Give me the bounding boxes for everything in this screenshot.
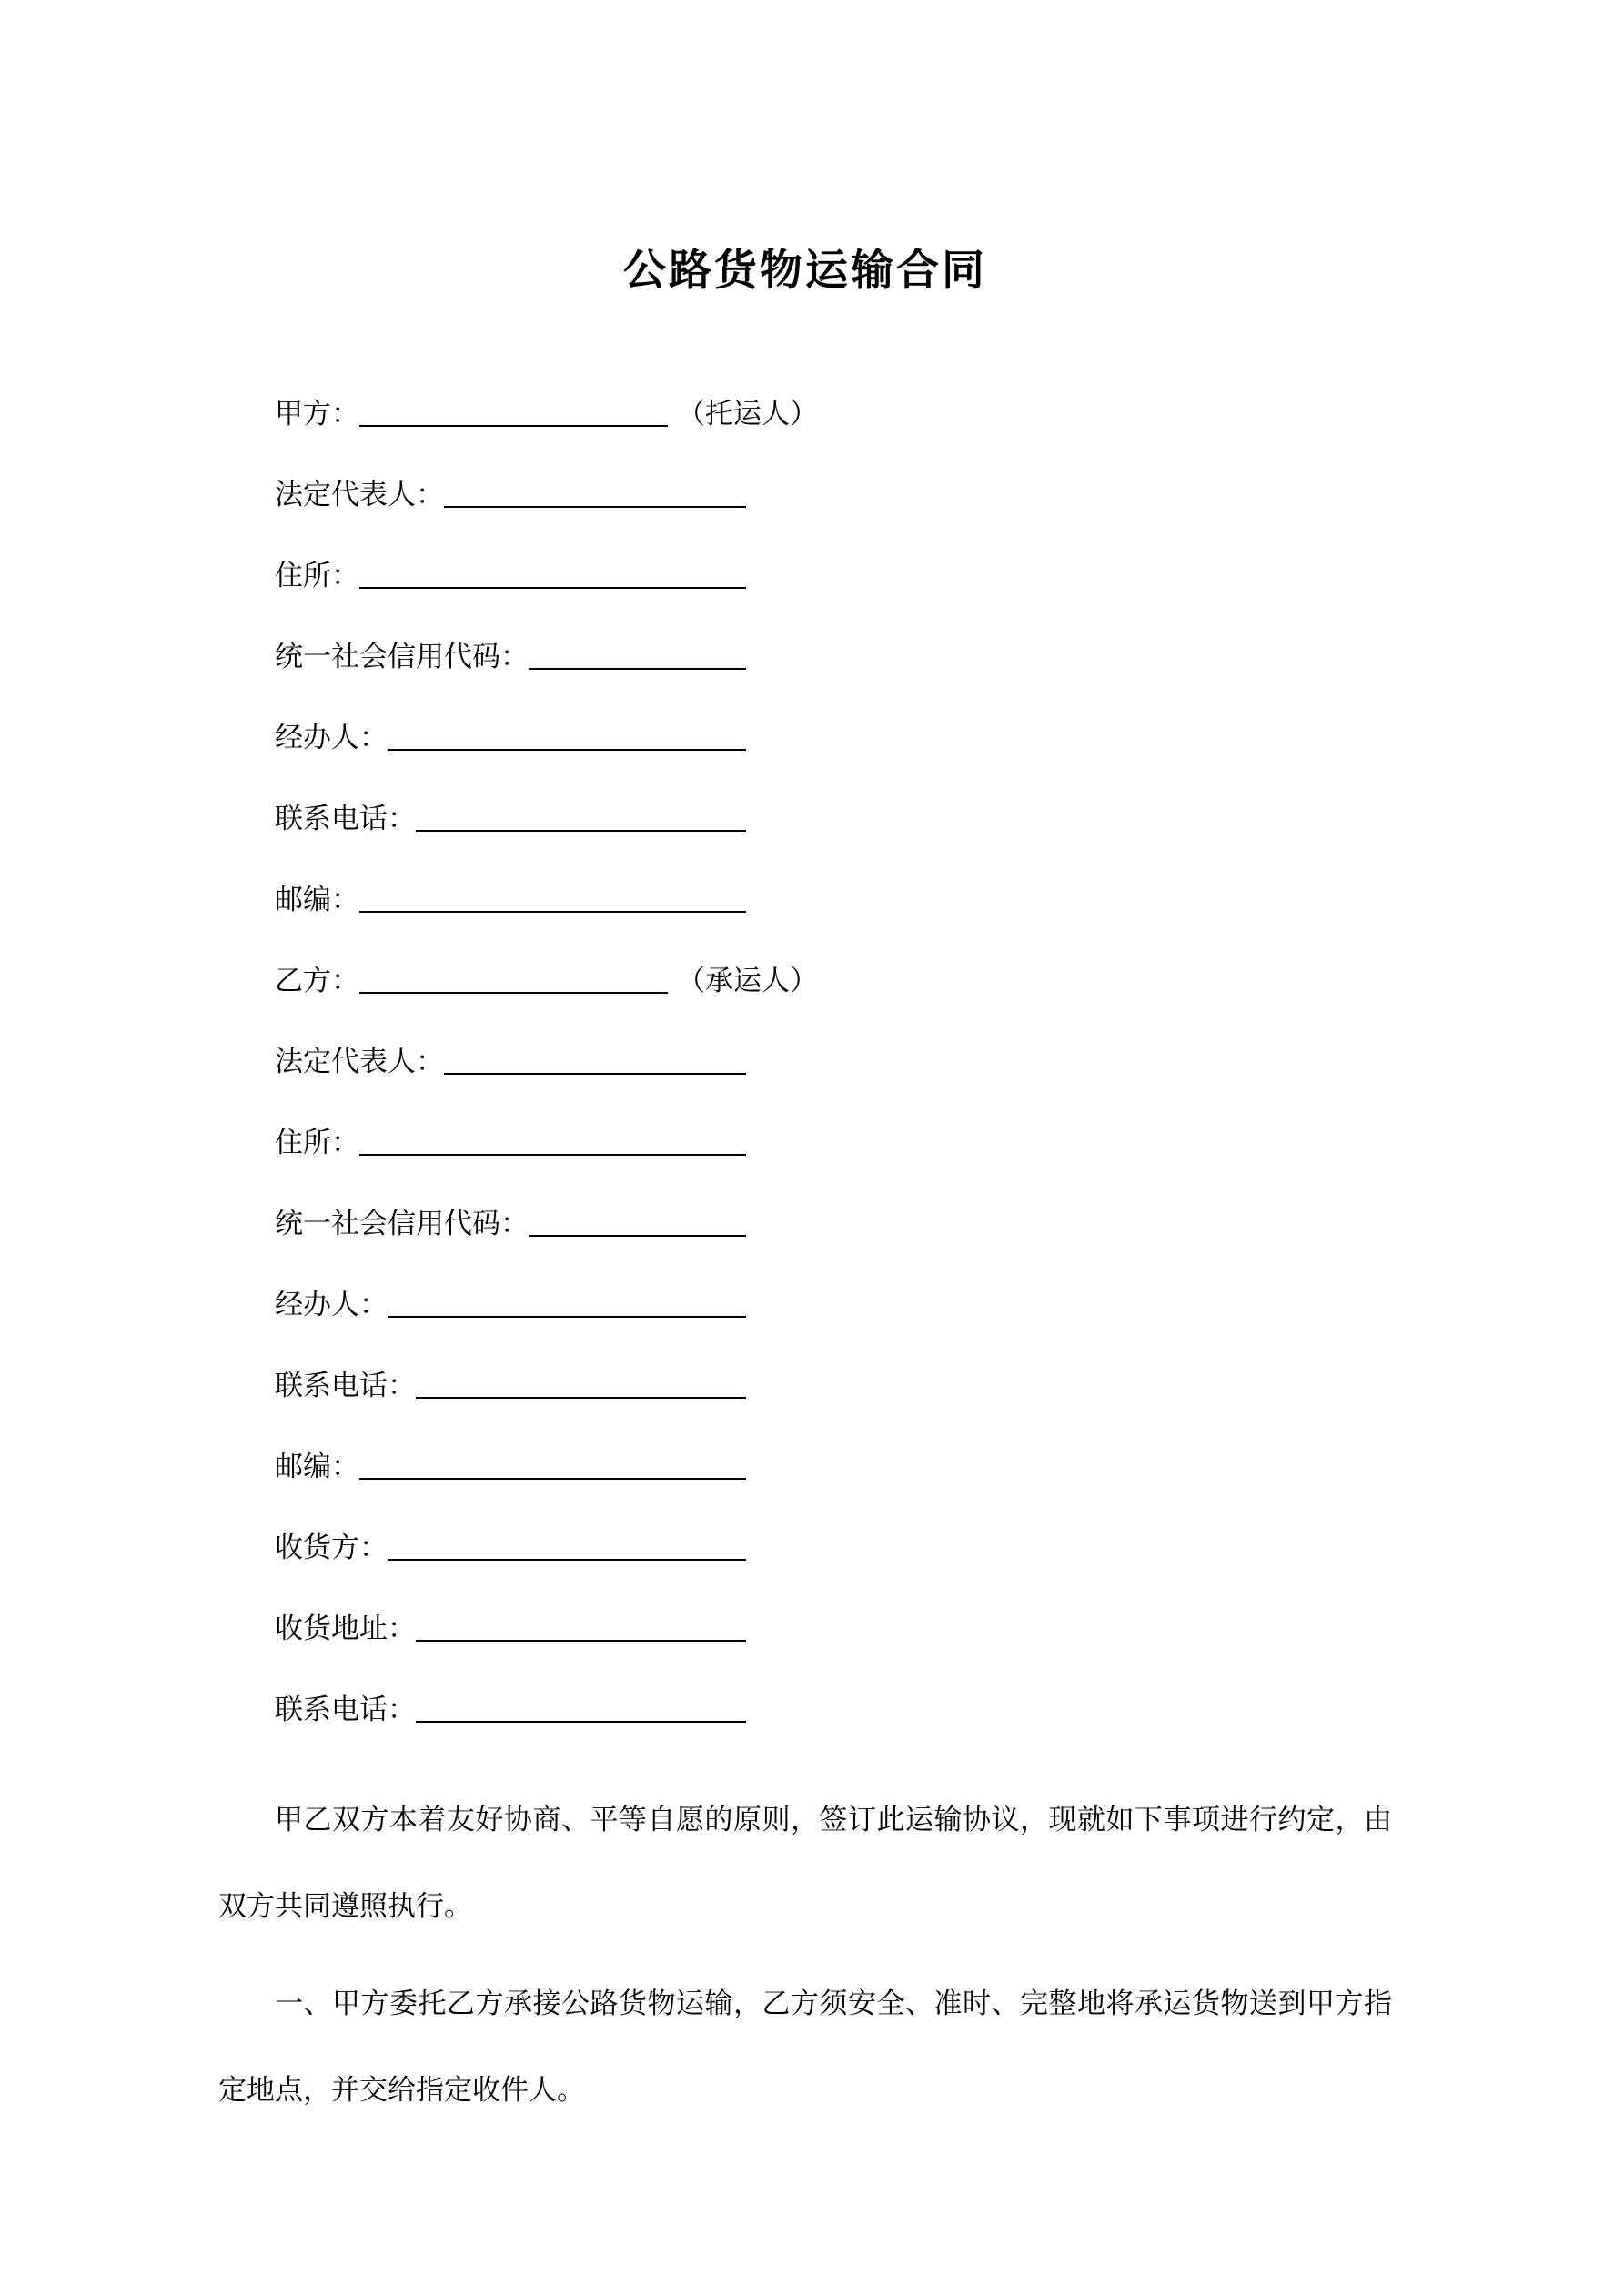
form-field-row [275,723,1392,752]
form-field-row [275,1290,1392,1319]
form-field-row [275,1614,1392,1643]
blank-underline [388,1553,746,1561]
field-group-party-b [218,966,1392,1481]
field-main [275,1047,746,1076]
field-group-party-a [218,400,1392,914]
field-label: 甲方： [275,398,359,430]
body-paragraphs [218,1776,1392,2133]
field-label: 收货地址： [275,1613,416,1644]
blank-underline [416,1715,746,1723]
field-main [275,1533,746,1562]
field-label: 住所： [275,1127,359,1158]
field-label: 收货方： [275,1532,388,1563]
form-field-row [275,1533,1392,1562]
form-field-row [275,561,1392,590]
field-label: 邮编： [275,884,359,915]
blank-underline [416,1391,746,1399]
field-main [275,1209,746,1238]
field-label: 经办人： [275,1289,388,1320]
blank-underline [416,1634,746,1642]
form-field-row [275,885,1392,914]
blank-underline [359,1472,746,1480]
field-main [275,885,746,914]
field-label: 乙方： [275,965,359,996]
field-group-consignee [218,1533,1392,1724]
blank-underline [359,582,746,589]
field-label: 联系电话： [275,803,416,834]
field-main [275,480,746,509]
blank-underline [416,824,746,832]
field-label: 法定代表人： [275,1046,444,1077]
field-label: 联系电话： [275,1694,416,1725]
field-main [275,1128,746,1157]
form-field-row [275,1695,1392,1724]
field-suffix: （承运人） [677,965,818,996]
blank-underline [359,420,668,427]
field-main [275,1614,746,1643]
field-main [275,400,668,428]
field-label: 法定代表人： [275,479,444,511]
blank-underline [444,501,746,508]
form-field-row [275,1047,1392,1076]
field-label: 联系电话： [275,1370,416,1401]
blank-underline [359,1148,746,1156]
blank-underline [529,663,746,670]
field-main [275,642,746,671]
body-paragraph: 甲乙双方本着友好协商、平等自愿的原则，签订此运输协议，现就如下事项进行约定，由双方共同遵照执行。 [218,1804,1392,1922]
form-field-row [275,642,1392,671]
field-main [275,1371,746,1400]
field-main [275,723,746,752]
form-field-row [275,966,1392,995]
form-field-row [275,1209,1392,1238]
field-label: 统一社会信用代码： [275,641,529,673]
blank-underline [529,1229,746,1237]
blank-underline [388,743,746,751]
body-paragraph: 一、甲方委托乙方承接公路货物运输，乙方须安全、准时、完整地将承运货物送到甲方指定地点，并交给指定收件人。 [218,1988,1392,2106]
form-field-row [275,804,1392,833]
field-main [275,1452,746,1481]
blank-underline [388,1310,746,1318]
document-title: 公路货物运输合同 [623,246,987,294]
field-label: 经办人： [275,722,388,754]
form-field-row [275,1371,1392,1400]
field-suffix: （托运人） [677,398,818,430]
field-main [275,1290,746,1319]
field-main [275,561,746,590]
field-main [275,1695,746,1724]
form-sections [218,400,1392,1724]
form-field-row [275,1128,1392,1157]
form-field-row [275,1452,1392,1481]
blank-underline [359,905,746,913]
field-label: 住所： [275,560,359,592]
blank-underline [444,1067,746,1075]
field-main [275,966,668,995]
form-field-row [275,480,1392,509]
field-label: 统一社会信用代码： [275,1208,529,1239]
form-field-row [275,400,1392,428]
field-main [275,804,746,833]
blank-underline [359,986,668,994]
field-label: 邮编： [275,1451,359,1482]
